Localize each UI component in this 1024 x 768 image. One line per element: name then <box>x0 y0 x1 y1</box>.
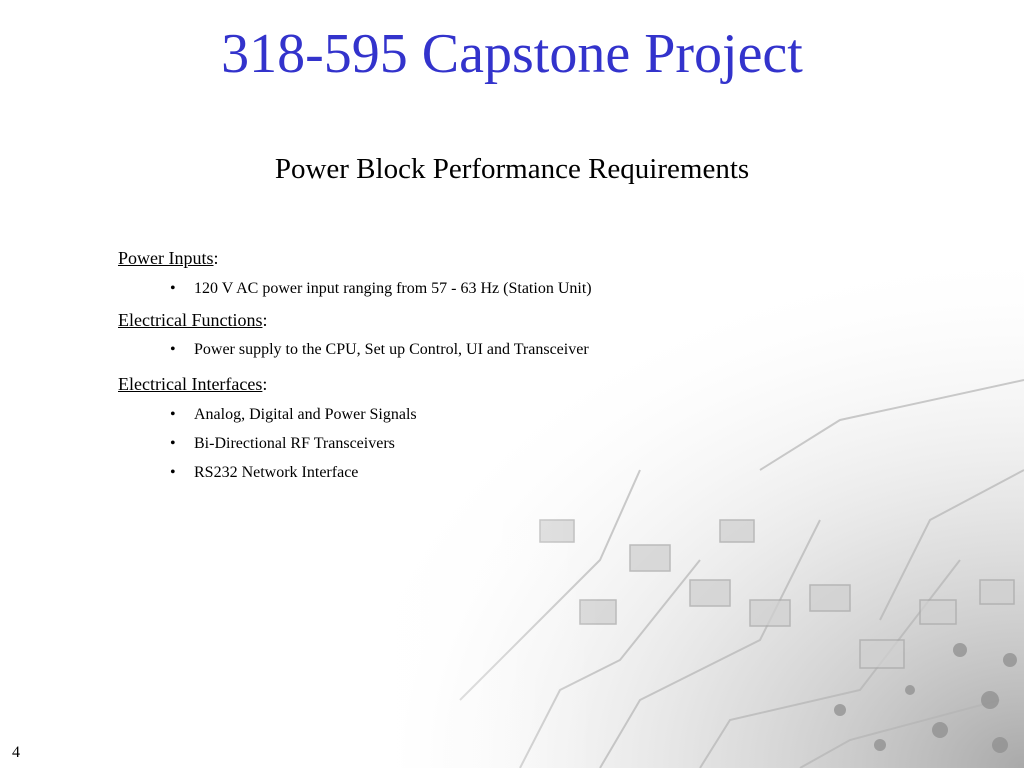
bullet-item <box>170 405 417 425</box>
section-heading: Electrical Interfaces <box>118 374 263 394</box>
bullet-icon: • <box>170 406 176 423</box>
bullet-icon: • <box>170 341 176 358</box>
section-heading: Electrical Functions <box>118 310 263 330</box>
bullet-text: RS232 Network Interface <box>194 464 359 481</box>
bullet-text: Power supply to the CPU, Set up Control, UI and Transceiver <box>194 341 589 358</box>
bullet-item <box>170 340 589 360</box>
slide-number: 4 <box>12 744 20 761</box>
bullet-text: Bi-Directional RF Transceivers <box>194 435 395 452</box>
bullet-text: 120 V AC power input ranging from 57 - 63 Hz (Station Unit) <box>194 280 592 297</box>
bullet-item <box>170 279 592 299</box>
bullet-icon: • <box>170 280 176 297</box>
section-colon: : <box>213 248 219 268</box>
section-colon: : <box>262 310 268 330</box>
bullet-item <box>170 434 395 454</box>
section-electrical-interfaces <box>118 373 267 395</box>
bullet-icon: • <box>170 464 176 481</box>
section-heading: Power Inputs <box>118 248 214 268</box>
slide-title: 318-595 Capstone Project <box>221 23 803 85</box>
bullet-icon: • <box>170 435 176 452</box>
section-power-inputs <box>118 247 219 269</box>
bullet-text: Analog, Digital and Power Signals <box>194 406 417 423</box>
section-colon: : <box>262 374 268 394</box>
section-electrical-functions <box>118 309 267 331</box>
slide-subtitle: Power Block Performance Requirements <box>274 153 750 185</box>
bullet-item <box>170 463 358 483</box>
